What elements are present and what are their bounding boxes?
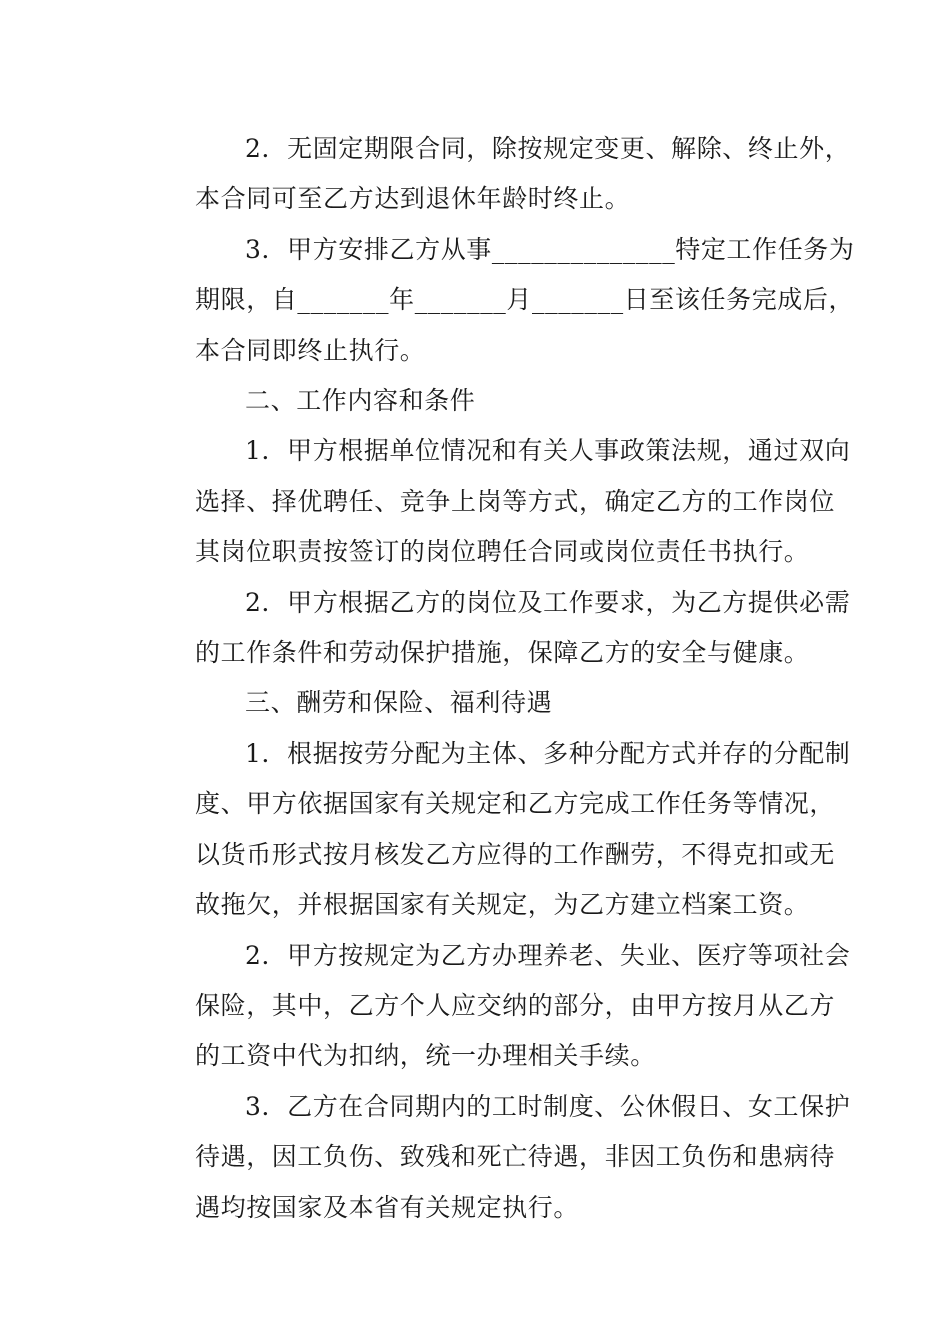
text-line: 本合同即终止执行。 (195, 335, 426, 365)
text-line: 其岗位职责按签订的岗位聘任合同或岗位责任书执行。 (195, 537, 810, 567)
text-line: 1．根据按劳分配为主体、多种分配方式并存的分配制 (245, 738, 851, 768)
text-line: 度、甲方依据国家有关规定和乙方完成工作任务等情况， (195, 789, 836, 819)
paragraph-benefits (145, 1082, 851, 1233)
heading-text: 三、酬劳和保险、福利待遇 (245, 688, 553, 718)
paragraph-work-conditions (145, 578, 851, 679)
paragraph-indefinite-term (145, 124, 851, 225)
text-line: 选择、择优聘任、竞争上岗等方式，确定乙方的工作岗位 (195, 486, 836, 516)
text-line: 期限，自_______年_______月_______日至该任务完成后， (195, 285, 855, 315)
text-line: 保险，其中，乙方个人应交纳的部分，由甲方按月从乙方 (195, 990, 836, 1020)
text-line: 3．乙方在合同期内的工时制度、公休假日、女工保护 (245, 1091, 851, 1121)
paragraph-job-position (145, 426, 851, 577)
text-line: 2．无固定期限合同，除按规定变更、解除、终止外， (245, 134, 851, 163)
text-line: 2．甲方按规定为乙方办理养老、失业、医疗等项社会 (245, 940, 851, 970)
text-line: 的工作条件和劳动保护措施，保障乙方的安全与健康。 (195, 638, 810, 668)
paragraph-task-term (145, 225, 855, 376)
text-line: 本合同可至乙方达到退休年龄时终止。 (195, 184, 631, 214)
text-line: 3．甲方安排乙方从事______________特定工作任务为 (245, 234, 855, 264)
text-line: 故拖欠，并根据国家有关规定，为乙方建立档案工资。 (195, 890, 810, 920)
section-heading-work-content (145, 376, 807, 426)
paragraph-salary (145, 729, 851, 931)
text-line: 以货币形式按月核发乙方应得的工作酬劳，不得克扣或无 (195, 839, 836, 869)
document-body (145, 124, 855, 1233)
text-line: 的工资中代为扣纳，统一办理相关手续。 (195, 1041, 656, 1071)
text-line: 1．甲方根据单位情况和有关人事政策法规，通过双向 (245, 436, 851, 466)
text-line: 遇均按国家及本省有关规定执行。 (195, 1192, 580, 1222)
text-line: 待遇，因工负伤、致残和死亡待遇，非因工负伤和患病待 (195, 1142, 836, 1172)
text-line: 2．甲方根据乙方的岗位及工作要求，为乙方提供必需 (245, 587, 851, 617)
paragraph-social-insurance (145, 931, 851, 1082)
section-heading-remuneration (145, 678, 807, 728)
heading-text: 二、工作内容和条件 (245, 386, 476, 416)
